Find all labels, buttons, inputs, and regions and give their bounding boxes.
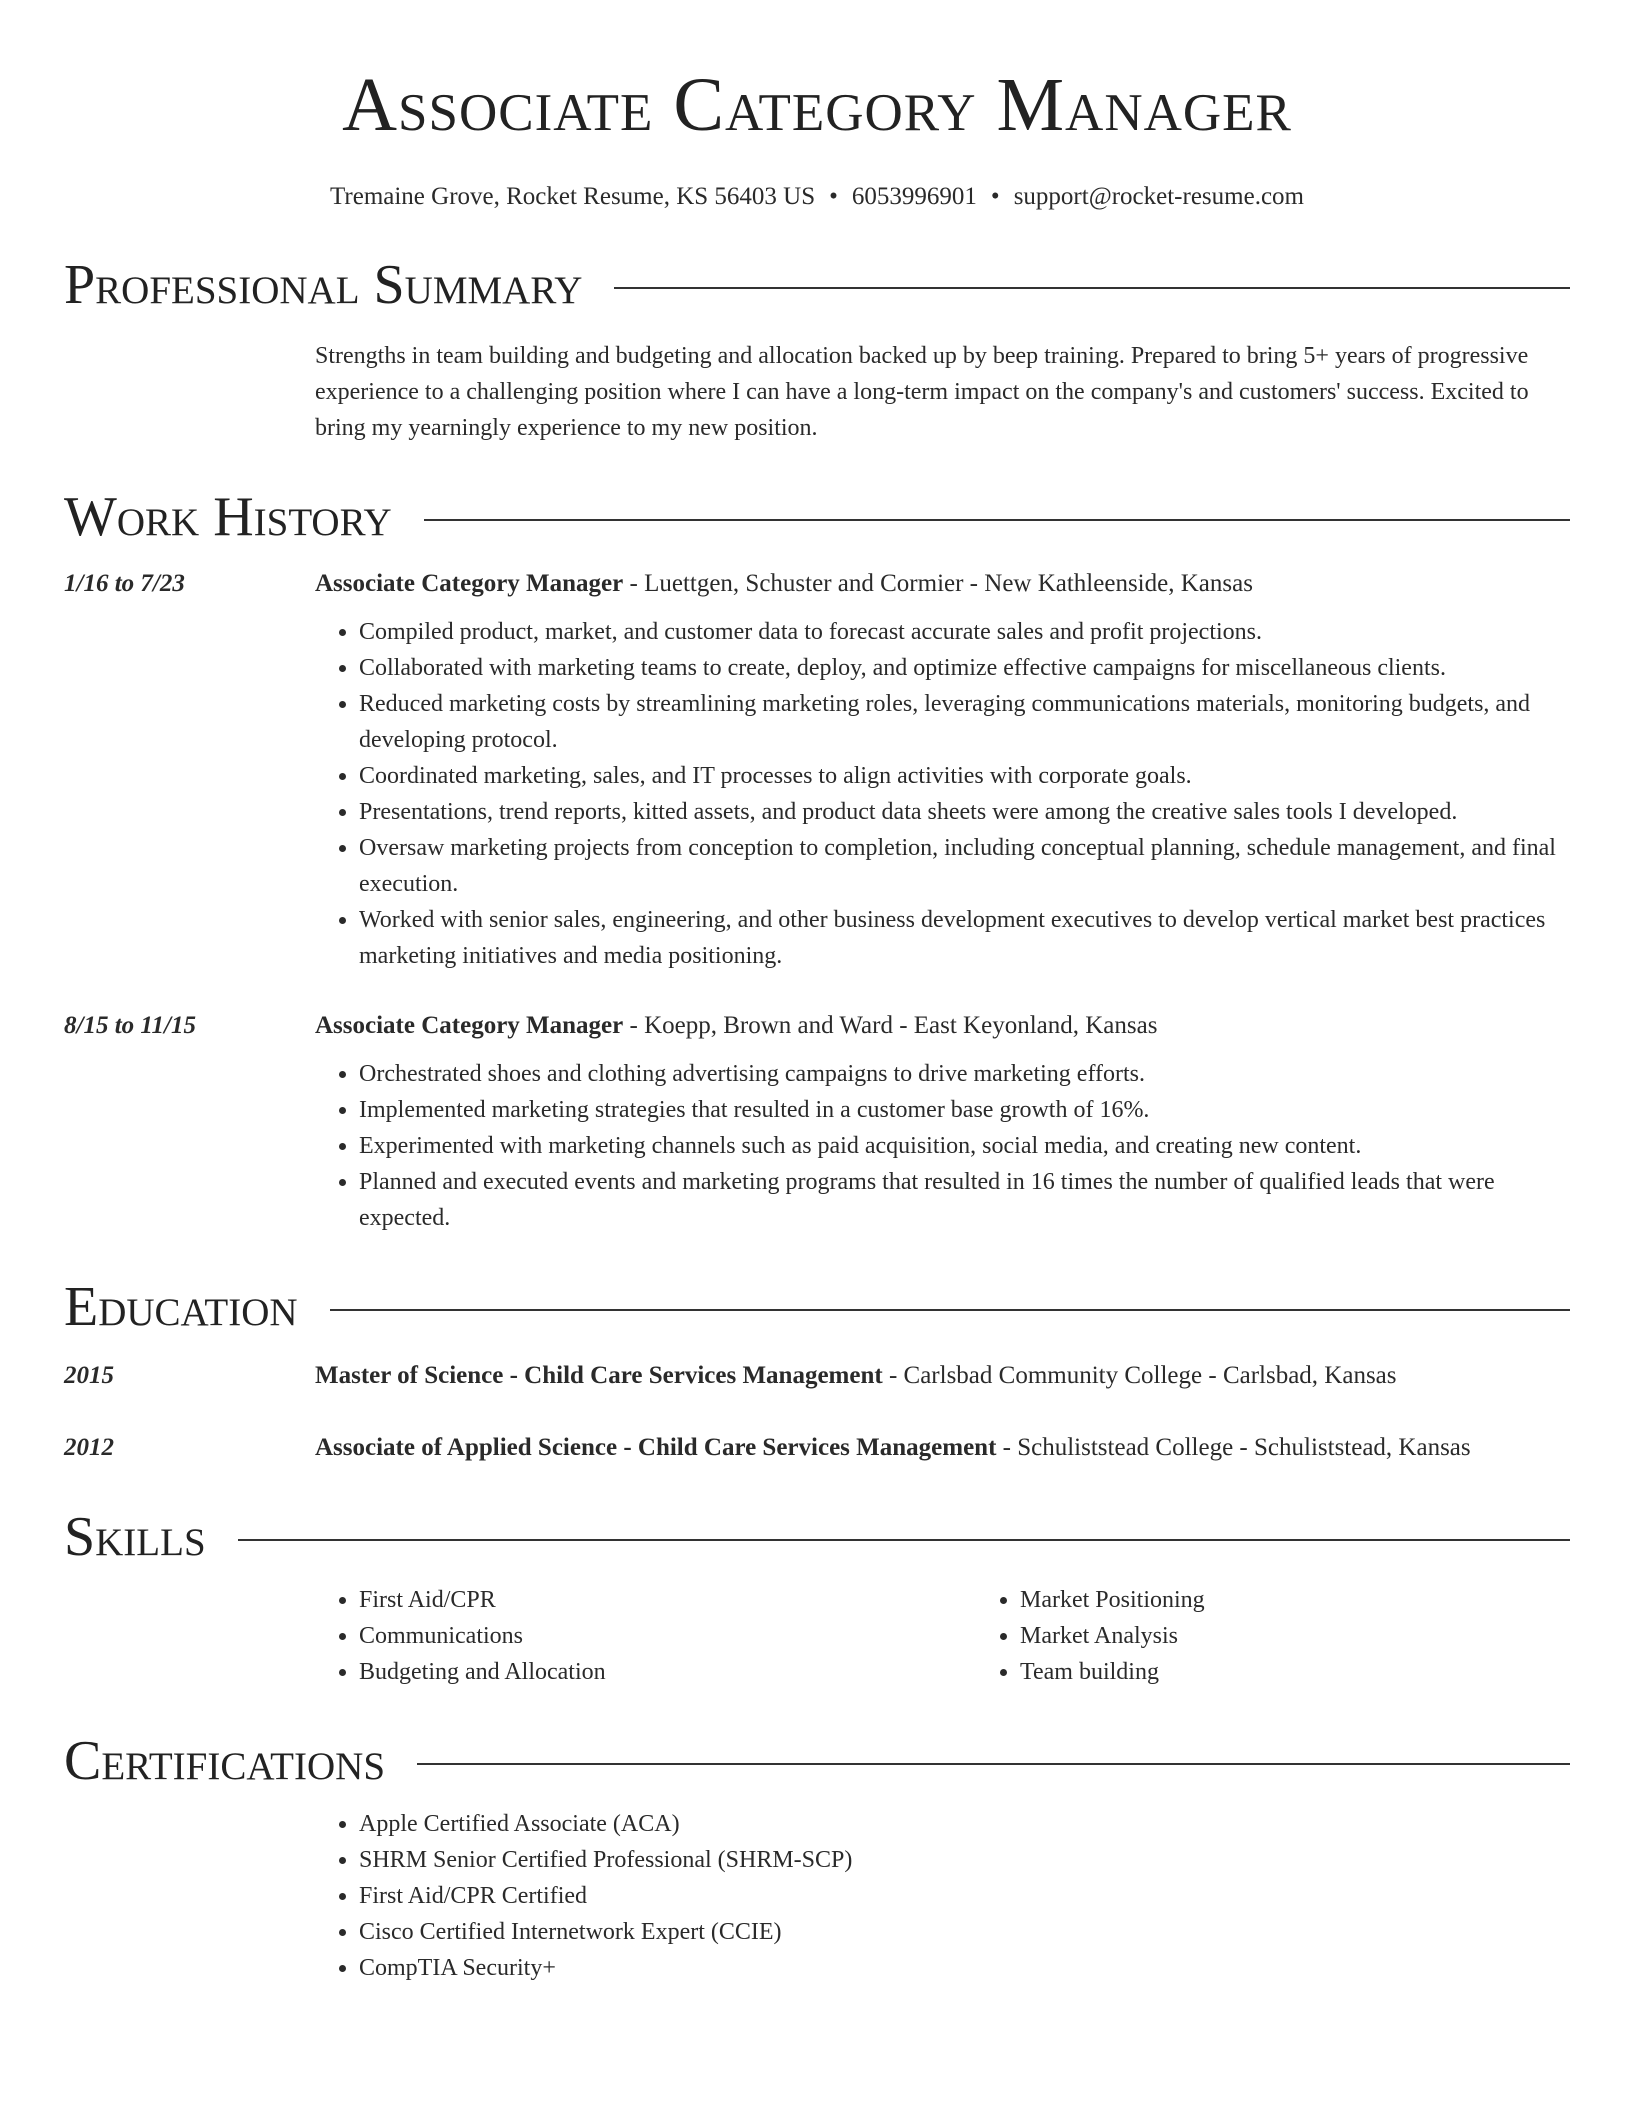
job-heading (315, 566, 1570, 602)
job-role: Associate Category Manager (315, 1012, 624, 1039)
education-heading (315, 1358, 1570, 1394)
list-item: • First Aid/CPR Certified (359, 1878, 1570, 1914)
section-title-work-history: Work History (64, 486, 392, 548)
job-details: - Koepp, Brown and Ward - East Keyonland, Kansas (623, 1012, 1158, 1039)
list-item: • CompTIA Security+ (359, 1950, 1570, 1986)
job-bullets (315, 1056, 1570, 1236)
list-item: • SHRM Senior Certified Professional (SHRM-SCP) (359, 1842, 1570, 1878)
list-item: • First Aid/CPR (359, 1582, 976, 1618)
section-header-skills (64, 1506, 1570, 1568)
job-entry (64, 1008, 1570, 1236)
job-role: Associate Category Manager (315, 570, 624, 597)
education-details: - Schuliststead College - Schuliststead, Kansas (996, 1434, 1471, 1461)
section-header-education (64, 1276, 1570, 1338)
skills-list (315, 1582, 1570, 1690)
contact-address: Tremaine Grove, Rocket Resume, KS 56403 US (330, 183, 816, 210)
summary-text: Strengths in team building and budgeting and allocation backed up by beep training. Prepared to bring 5+ years of progressive experience to a challenging position where I can have a long-term impact on the company's and customers' success. Excited to bring my yearningly experience to my new position. (315, 343, 1529, 441)
section-divider (417, 1763, 1570, 1765)
job-dates: 8/15 to 11/15 (64, 1012, 196, 1039)
job-entry (64, 566, 1570, 974)
list-item: • Experimented with marketing channels such as paid acquisition, social media, and creating new content. (359, 1128, 1570, 1164)
list-item: • Compiled product, market, and customer data to forecast accurate sales and profit projections. (359, 614, 1570, 650)
list-item: • Orchestrated shoes and clothing advertising campaigns to drive marketing efforts. (359, 1056, 1570, 1092)
job-bullets (315, 614, 1570, 974)
section-divider (424, 519, 1570, 521)
list-item: • Cisco Certified Internetwork Expert (CCIE) (359, 1914, 1570, 1950)
section-title-education: Education (64, 1276, 298, 1338)
list-item: • Apple Certified Associate (ACA) (359, 1806, 1570, 1842)
contact-email[interactable]: support@rocket-resume.com (1013, 183, 1304, 210)
list-item: • Market Analysis (1020, 1618, 1632, 1654)
section-header-work-history (64, 486, 1570, 548)
job-dates: 1/16 to 7/23 (64, 570, 185, 597)
skills-column-2 (976, 1582, 1632, 1690)
section-header-summary (64, 254, 1570, 316)
skills-column-1 (315, 1582, 976, 1690)
list-item: • Implemented marketing strategies that resulted in a customer base growth of 16%. (359, 1092, 1570, 1128)
job-details: - Luettgen, Schuster and Cormier - New Kathleenside, Kansas (623, 570, 1253, 597)
resume-title: Associate Category Manager (342, 63, 1292, 147)
certifications-list (315, 1806, 1570, 1986)
education-degree: Master of Science - Child Care Services Management (315, 1362, 883, 1389)
list-item: • Oversaw marketing projects from conception to completion, including conceptual planning, schedule management, and final execution. (359, 830, 1570, 902)
education-entry (64, 1430, 1570, 1466)
contact-phone: 6053996901 (851, 183, 977, 210)
list-item: • Reduced marketing costs by streamlining marketing roles, leveraging communications materials, monitoring budgets, and developing protocol. (359, 686, 1570, 758)
education-year: 2015 (64, 1362, 114, 1389)
section-divider (330, 1309, 1570, 1311)
list-item: • Budgeting and Allocation (359, 1654, 976, 1690)
section-header-certifications (64, 1730, 1570, 1792)
contact-line (64, 180, 1570, 214)
education-details: - Carlsbad Community College - Carlsbad, Kansas (882, 1362, 1397, 1389)
list-item: • Coordinated marketing, sales, and IT processes to align activities with corporate goals. (359, 758, 1570, 794)
contact-separator: • (990, 183, 1000, 210)
list-item: • Communications (359, 1618, 976, 1654)
section-divider (238, 1539, 1570, 1541)
list-item: • Presentations, trend reports, kitted assets, and product data sheets were among the creative sales tools I developed. (359, 794, 1570, 830)
education-degree: Associate of Applied Science - Child Care Services Management (315, 1434, 997, 1461)
contact-separator: • (829, 183, 838, 210)
list-item: • Market Positioning (1020, 1582, 1632, 1618)
list-item: • Worked with senior sales, engineering, and other business development executives to develop vertical market best practices marketing initiatives and media positioning. (359, 902, 1570, 974)
section-title-summary: Professional Summary (64, 254, 583, 316)
section-title-skills: Skills (64, 1506, 206, 1568)
education-heading (315, 1430, 1570, 1466)
education-year: 2012 (64, 1434, 114, 1461)
education-entry (64, 1358, 1570, 1394)
section-divider (614, 287, 1570, 289)
job-heading (315, 1008, 1570, 1044)
list-item: • Collaborated with marketing teams to create, deploy, and optimize effective campaigns for miscellaneous clients. (359, 650, 1570, 686)
list-item: • Team building (1020, 1654, 1632, 1690)
list-item: • Planned and executed events and marketing programs that resulted in 16 times the number of qualified leads that were expected. (359, 1164, 1570, 1236)
section-title-certifications: Certifications (64, 1730, 386, 1792)
